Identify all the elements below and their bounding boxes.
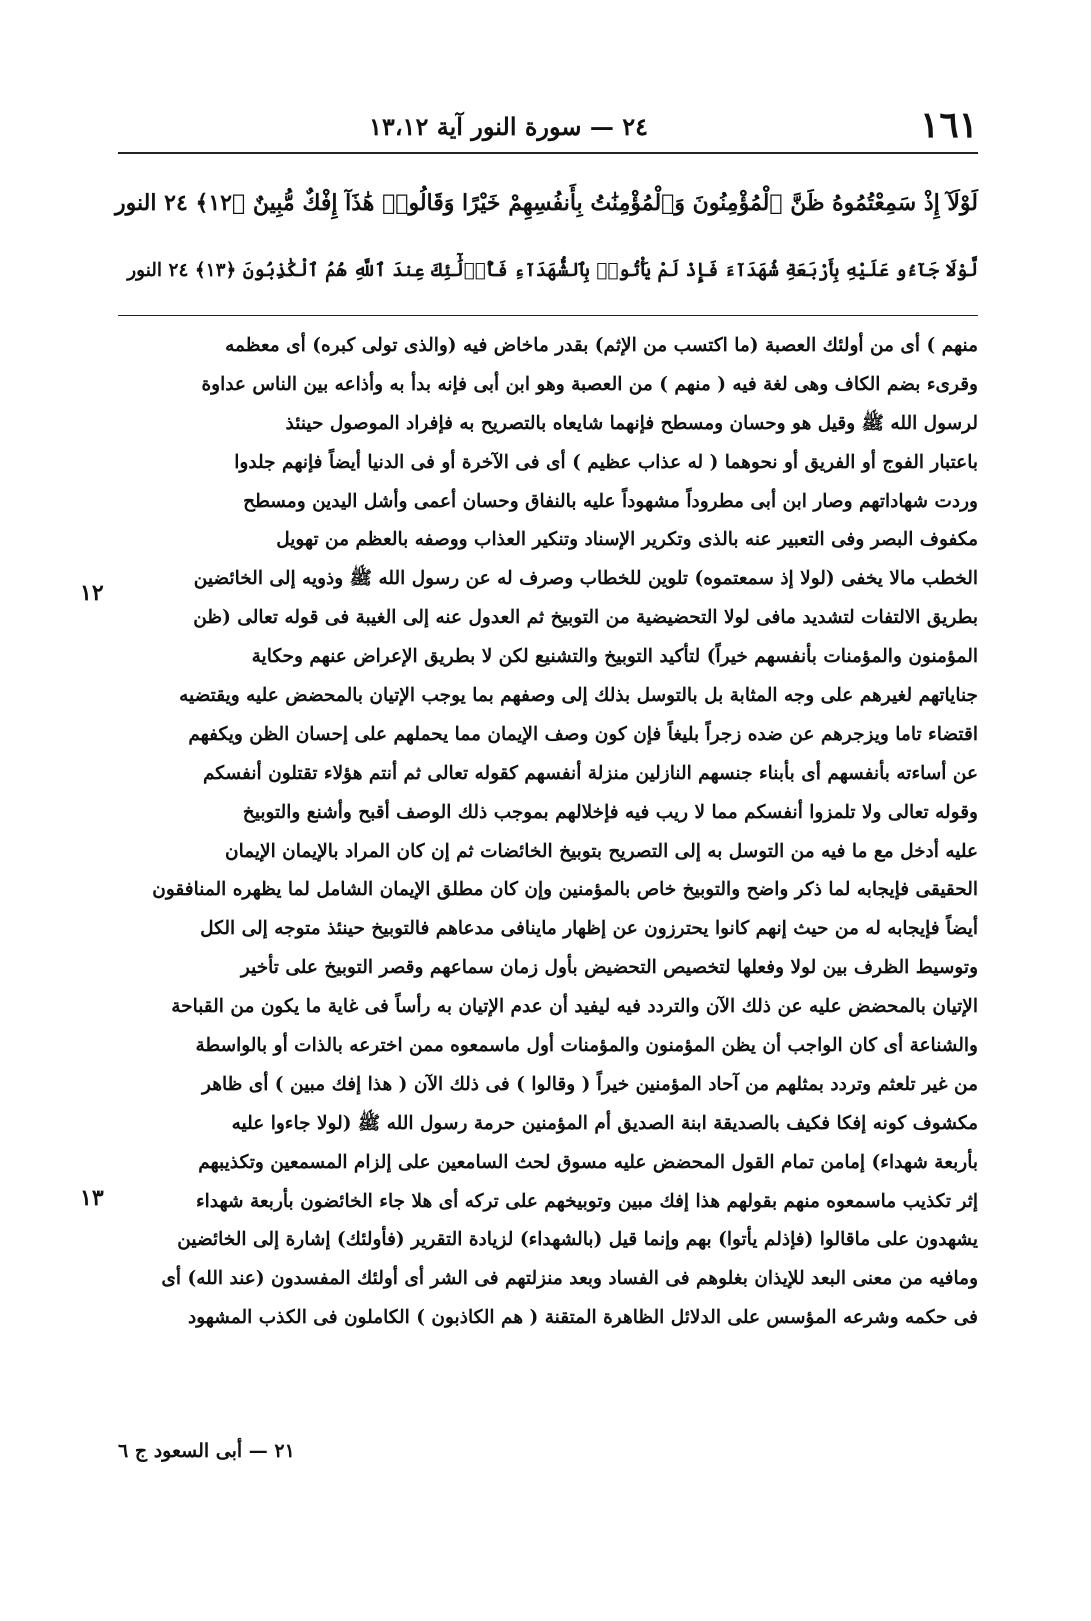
footer-signature: ٢١ — أبى السعود ج ٦: [118, 1440, 295, 1462]
body-line: مكشوف كونه إفكا فكيف بالصديقة ابنة الصديق أم المؤمنين حرمة رسول الله ﷺ (لولا جاءوا عليه: [231, 1112, 978, 1134]
body-line: أيضاً فإيجابه له من حيث إنهم كانوا يحترزون عن إظهار ماينافى مدعاهم فالتوبيخ حينئذ متوجه إلى الكل: [200, 918, 978, 940]
body-line: والشناعة أى كان الواجب أن يظن المؤمنون والمؤمنات أول ماسمعوه ممن اخترعه بالذات أو بالواسطة: [195, 1035, 978, 1057]
body-line: من غير تلعثم وتردد بمثلهم من آحاد المؤمنين خيراً ( وقالوا ) فى ذلك الآن ( هذا إفك مبين ) أى ظاهر: [201, 1073, 978, 1095]
body-line: باعتبار الفوج أو الفريق أو نحوهما ( له عذاب عظيم ) أى فى الآخرة أو فى الدنيا أيضاً فإنهم جلدوا: [234, 451, 978, 473]
page-footer: [118, 1440, 978, 1480]
body-line: وتوسيط الظرف بين لولا وفعلها لتخصيص التحضيض بأول زمان سماعهم وقصر التوبيخ على تأخير: [240, 957, 978, 979]
quran-verse-13: لَّوْلَا جَآءُو عَلَيْهِ بِأَرْبَعَةِ شُهَدَآءَ فَإِذْ لَمْ يَأْتُوا۟ بِٱلشُّهَدَآءِ فَأُو۟لَٰٓئِكَ عِندَ ٱللَّهِ هُمُ ٱلْكَٰذِبُونَ ﴿١٣﴾ ٢٤ النور: [127, 260, 978, 281]
body-line: الإتيان بالمحضض عليه عن ذلك الآن والتردد فيه ليفيد أن عدم الإتيان به رأساً فى غاية ما يكون من القباحة: [171, 996, 978, 1018]
verse-separator-rule: [118, 315, 978, 316]
page-header: [118, 104, 978, 152]
body-line: وقوله تعالى ولا تلمزوا أنفسكم مما لا ريب فيه فإخلالهم بموجب ذلك الوصف أقبح وأشنع والتوبيخ: [242, 801, 978, 823]
page-number: ١٦١: [919, 104, 978, 146]
body-line: فى حكمه وشرعه المؤسس على الدلائل الظاهرة المتقنة ( هم الكاذبون ) الكاملون فى الكذب المشهود: [187, 1307, 978, 1329]
margin-verse-number-12: ١٢: [80, 580, 104, 606]
body-line: جناياتهم لغيرهم على وجه المثابة بل بالتوسل بذلك إلى وصفهم بما يوجب الإتيان بالمحضض عليه ويقتضيه: [179, 685, 978, 707]
body-line: منهم ) أى من أولئك العصبة (ما اكتسب من الإثم) بقدر ماخاض فيه (والذى تولى كبره) أى معظمه: [225, 335, 978, 356]
commentary-body: [108, 327, 978, 1338]
body-line: لرسول الله ﷺ وقيل هو وحسان ومسطح فإنهما شايعاه بالتصريح به فإفراد الموصول حينئذ: [285, 412, 978, 434]
body-line: بأربعة شهداء) إمامن تمام القول المحضض عليه مسوق لحث السامعين على إلزام المسمعين وتكذيبهم: [198, 1151, 978, 1173]
body-line: الخطب مالا يخفى (لولا إذ سمعتموه) تلوين للخطاب وصرف له عن رسول الله ﷺ وذويه إلى الخائضين: [193, 568, 978, 590]
body-line: الحقيقى فإيجابه لما ذكر واضح والتوبيخ خاص بالمؤمنين وإن كان مطلق الإيمان الشامل لما يظهره المنافقون: [152, 879, 978, 901]
header-rule: [118, 152, 978, 154]
body-line: يشهدون على ماقالوا (فإذلم يأتوا) بهم وإنما قيل (بالشهداء) لزيادة التقرير (فأولئك) إشارة إلى الخائضين: [177, 1229, 978, 1251]
margin-verse-number-13: ١٣: [80, 1185, 104, 1211]
body-line: وردت شهاداتهم وصار ابن أبى مطروداً مشهوداً عليه بالنفاق وحسان أعمى وأشل اليدين ومسطح: [243, 490, 978, 512]
body-line: وقرىء بضم الكاف وهى لغة فيه ( منهم ) من العصبة وهو ابن أبى فإنه بدأ به وأذاعه بين الناس عداوة: [201, 373, 978, 395]
body-line: عن أساءته بأنفسهم أى بأبناء جنسهم النازلين منزلة أنفسهم كقوله تعالى ثم أنتم هؤلاء تقتلون أنفسكم: [202, 762, 978, 784]
running-title: ٢٤ — سورة النور آية ١٣،١٢: [369, 112, 648, 141]
quran-verse-12: لَوْلَآ إِذْ سَمِعْتُمُوهُ ظَنَّ ٱلْمُؤْمِنُونَ وَٱلْمُؤْمِنَٰتُ بِأَنفُسِهِمْ خَيْرًا وَقَالُوا۟ هَٰذَآ إِفْكٌ مُّبِينٌ ﴿١٢﴾ ٢٤ النور: [115, 190, 978, 216]
body-line: إثر تكذيب ماسمعوه منهم بقولهم هذا إفك مبين وتوبيخهم على تركه أى هلا جاء الخائضون بأربعة شهداء: [195, 1190, 978, 1212]
body-line: عليه أدخل مع ما فيه من التوسل به إلى التصريح بتوبيخ الخائضات ثم إن كان المراد بالإيمان الإيمان: [224, 840, 978, 862]
body-line: اقتضاء تاما ويزجرهم عن ضده زجراً بليغاً فإن كون وصف الإيمان مما يحملهم على إحسان الظن ويكفهم: [188, 723, 978, 745]
body-line: مكفوف البصر وفى التعبير عنه بالذى وتكرير الإسناد وتنكير العذاب ووصفه بالعظم من تهويل: [276, 529, 978, 551]
body-line: المؤمنون والمؤمنات بأنفسهم خيراً) لتأكيد التوبيخ والتشنيع لكن لا بطريق الإعراض عنهم وحكاية: [251, 646, 978, 668]
body-line: ومافيه من معنى البعد للإيذان بغلوهم فى الفساد وبعد منزلتهم فى الشر أى أولئك المفسدون (عند الله) أى: [161, 1268, 978, 1290]
body-line: بطريق الالتفات لتشديد مافى لولا التحضيضية من التوبيخ ثم العدول عنه إلى الغيبة فى قوله تعالى (ظن: [193, 607, 978, 629]
